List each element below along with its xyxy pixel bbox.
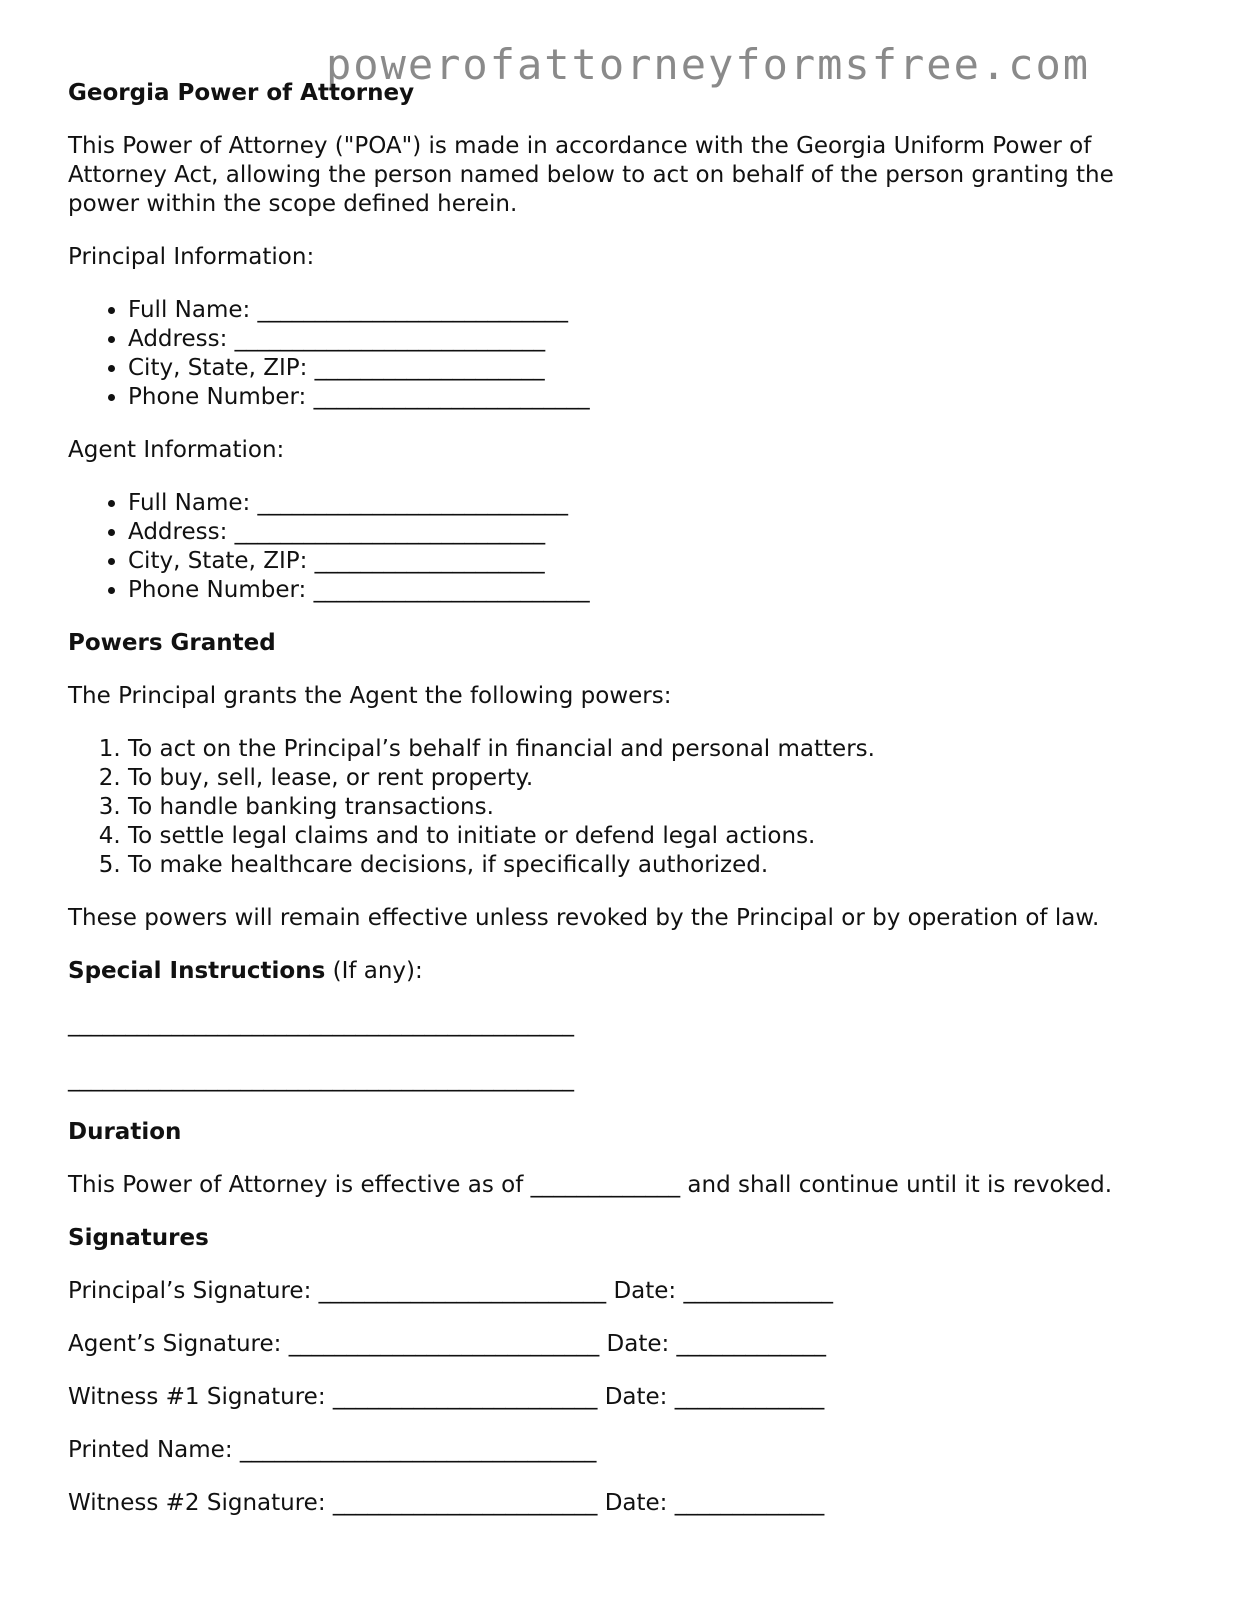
- powers-lead: The Principal grants the Agent the following powers:: [68, 683, 672, 709]
- power-item: 2. To buy, sell, lease, or rent property.: [128, 764, 1188, 793]
- duration-text[interactable]: This Power of Attorney is effective as of _____________ and shall continue until it is revoked.: [68, 1172, 1113, 1198]
- watermark: powerofattorneyformsfree.com: [326, 40, 1091, 89]
- witness-2-signature-line[interactable]: Witness #2 Signature: _______________________ Date: _____________: [68, 1490, 825, 1516]
- power-item: 1. To act on the Principal’s behalf in financial and personal matters.: [128, 735, 1188, 764]
- principal-heading: Principal Information:: [68, 244, 315, 270]
- power-item: 3. To handle banking transactions.: [128, 793, 1188, 822]
- intro-paragraph: This Power of Attorney ("POA") is made in accordance with the Georgia Uniform Power of Attorney Act, allowing the person named below to act on behalf of the person granting the power within the scope defined herein.: [68, 133, 1114, 217]
- agent-heading: Agent Information:: [68, 437, 285, 463]
- agent-fields: [68, 489, 1188, 605]
- agent-phone-field[interactable]: • Phone Number: ________________________: [128, 576, 1188, 605]
- signatures-heading: Signatures: [68, 1225, 209, 1251]
- powers-heading: Powers Granted: [68, 630, 276, 656]
- agent-address-field[interactable]: • Address: ___________________________: [128, 518, 1188, 547]
- document-body: [68, 79, 1188, 1542]
- special-instructions-suffix: (If any):: [325, 958, 423, 984]
- special-instructions-line-2[interactable]: ____________________________________________: [68, 1066, 574, 1092]
- duration-heading: Duration: [68, 1119, 182, 1145]
- power-item: 5. To make healthcare decisions, if specifically authorized.: [128, 851, 1188, 880]
- principal-city-state-zip-field[interactable]: • City, State, ZIP: ____________________: [128, 354, 1188, 383]
- special-instructions-heading: [68, 957, 1188, 986]
- agent-city-state-zip-field[interactable]: • City, State, ZIP: ____________________: [128, 547, 1188, 576]
- agent-signature-line[interactable]: Agent’s Signature: ___________________________ Date: _____________: [68, 1331, 827, 1357]
- principal-phone-field[interactable]: • Phone Number: ________________________: [128, 383, 1188, 412]
- powers-note: These powers will remain effective unless revoked by the Principal or by operation of law.: [68, 905, 1100, 931]
- special-instructions-label: Special Instructions: [68, 958, 326, 984]
- witness-1-signature-line[interactable]: Witness #1 Signature: _______________________ Date: _____________: [68, 1384, 825, 1410]
- agent-full-name-field[interactable]: • Full Name: ___________________________: [128, 489, 1188, 518]
- document-title: Georgia Power of Attorney: [68, 80, 415, 106]
- principal-signature-line[interactable]: Principal’s Signature: _________________________ Date: _____________: [68, 1278, 833, 1304]
- power-item: 4. To settle legal claims and to initiate or defend legal actions.: [128, 822, 1188, 851]
- principal-address-field[interactable]: • Address: ___________________________: [128, 325, 1188, 354]
- powers-list: [68, 735, 1188, 880]
- printed-name-line[interactable]: Printed Name: _______________________________: [68, 1437, 597, 1463]
- special-instructions-line-1[interactable]: ____________________________________________: [68, 1011, 574, 1037]
- principal-full-name-field[interactable]: • Full Name: ___________________________: [128, 296, 1188, 325]
- principal-fields: [68, 296, 1188, 412]
